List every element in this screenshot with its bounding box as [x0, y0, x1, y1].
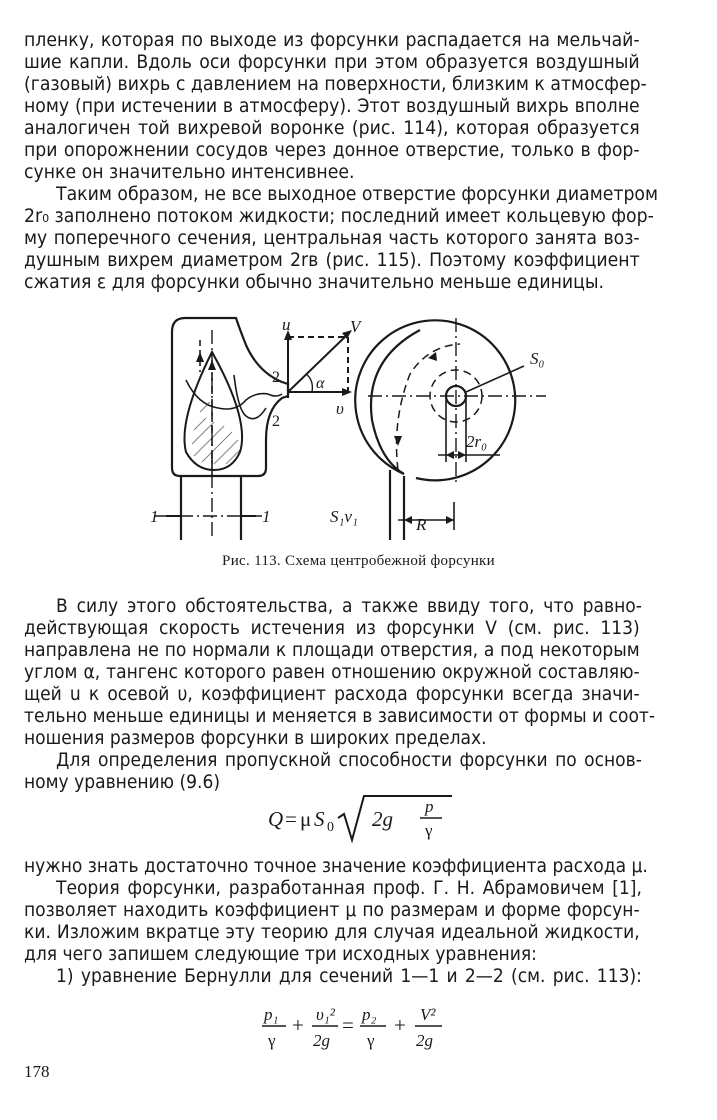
figure-caption: Рис. 113. Схема центробежной форсунки: [222, 553, 495, 569]
label-v: υ: [336, 399, 344, 418]
text-line: аналогичен той вихревой воронке (рис. 114), которая образуется: [24, 118, 640, 139]
label-u: u: [282, 315, 291, 334]
bern-gamma1: γ: [268, 1031, 276, 1050]
formula-Q: Q: [268, 807, 284, 831]
text-line: сжатия ε для форсунки обычно значительно меньше единицы.: [24, 272, 605, 293]
text-line: щей u к осевой υ, коэффициент расхода форсунки всегда значи-: [24, 684, 640, 705]
text-line: пленку, которая по выходе из форсунки распадается на мельчай-: [24, 30, 640, 51]
text-line: (газовый) вихрь с давлением на поверхности, близким к атмосфер-: [24, 74, 647, 95]
page-number: 178: [24, 1062, 50, 1081]
text-line: позволяет находить коэффициент μ по размерам и форме форсун-: [24, 900, 640, 921]
text-line: для чего запишем следующие три исходных уравнения:: [24, 944, 537, 965]
text-line: направлена не по нормали к площади отверстия, а под некоторым: [24, 640, 640, 661]
bern-2g2: 2g: [416, 1031, 433, 1050]
text-line: 1) уравнение Бернулли для сечений 1—1 и 2—2 (см. рис. 113):: [56, 966, 642, 987]
formula-S: S: [314, 807, 325, 831]
nozzle-diagram: [0, 300, 717, 545]
text-line: В силу этого обстоятельства, а также ввиду того, что равно-: [56, 596, 642, 617]
bern-Vsq: V²: [420, 1005, 436, 1024]
formula-sub0: 0: [327, 820, 334, 835]
text-line: сунке он значительно интенсивнее.: [24, 162, 355, 183]
text-line: душным вихрем диаметром 2rв (рис. 115). Поэтому коэффициент: [24, 250, 640, 271]
text-line: Таким образом, не все выходное отверстие форсунки диаметром: [56, 184, 659, 205]
bern-v1sq: υ₁²: [316, 1005, 335, 1024]
text-line: при опорожнении сосудов через донное отверстие, только в фор-: [24, 140, 640, 161]
bernoulli-formula: [0, 995, 717, 1057]
bern-p1: p₁: [264, 1005, 279, 1024]
bern-eq: =: [342, 1013, 354, 1037]
label-2-bottom: 2: [272, 413, 280, 430]
text-line: 2r₀ заполнено потоком жидкости; последний имеет кольцевую фор-: [24, 206, 654, 227]
label-V: V: [350, 317, 361, 336]
bern-2g1: 2g: [313, 1031, 330, 1050]
label-1-right: 1: [262, 507, 271, 526]
label-S1v1: S₁v₁: [330, 507, 358, 526]
text-line: нужно знать достаточно точное значение коэффициента расхода μ.: [24, 856, 648, 877]
formula-den-gamma: γ: [425, 821, 433, 840]
bern-plus1: +: [292, 1013, 304, 1037]
text-line: ному (при истечении в атмосферу). Этот воздушный вихрь вполне: [24, 96, 640, 117]
label-alpha: α: [316, 375, 325, 392]
bern-plus2: +: [394, 1013, 406, 1037]
formula-eq: =: [285, 807, 297, 831]
formula-2g: 2g: [372, 807, 393, 831]
text-line: ношения размеров форсунки в широких пределах.: [24, 728, 487, 749]
text-line: углом α, тангенс которого равен отношению окружной составляю-: [24, 662, 640, 683]
label-2-top: 2: [272, 369, 280, 386]
text-line: ки. Изложим вкратце эту теорию для случая идеальной жидкости,: [24, 922, 640, 943]
text-line: тельно меньше единицы и меняется в зависимости от формы и соот-: [24, 706, 656, 727]
text-line: ному уравнению (9.6): [24, 772, 221, 793]
text-line: шие капли. Вдоль оси форсунки при этом образуется воздушный: [24, 52, 640, 73]
formula-mu: μ: [300, 807, 312, 831]
text-line: Теория форсунки, разработанная проф. Г. Н. Абрамовичем [1],: [56, 878, 642, 899]
formula-num-p: p: [425, 797, 434, 816]
label-S0: S₀: [530, 349, 545, 368]
bern-p2: p₂: [362, 1005, 377, 1024]
label-2r0: 2r₀: [466, 432, 488, 451]
text-line: действующая скорость истечения из форсунки V (см. рис. 113): [24, 618, 640, 639]
text-line: Для определения пропускной способности форсунки по основ-: [56, 750, 642, 771]
text-line: му поперечного сечения, центральная часть которого занята воз-: [24, 228, 640, 249]
discharge-formula: [0, 790, 717, 852]
label-R: R: [416, 515, 427, 534]
bern-gamma2: γ: [367, 1031, 375, 1050]
label-1-left: 1: [150, 507, 159, 526]
